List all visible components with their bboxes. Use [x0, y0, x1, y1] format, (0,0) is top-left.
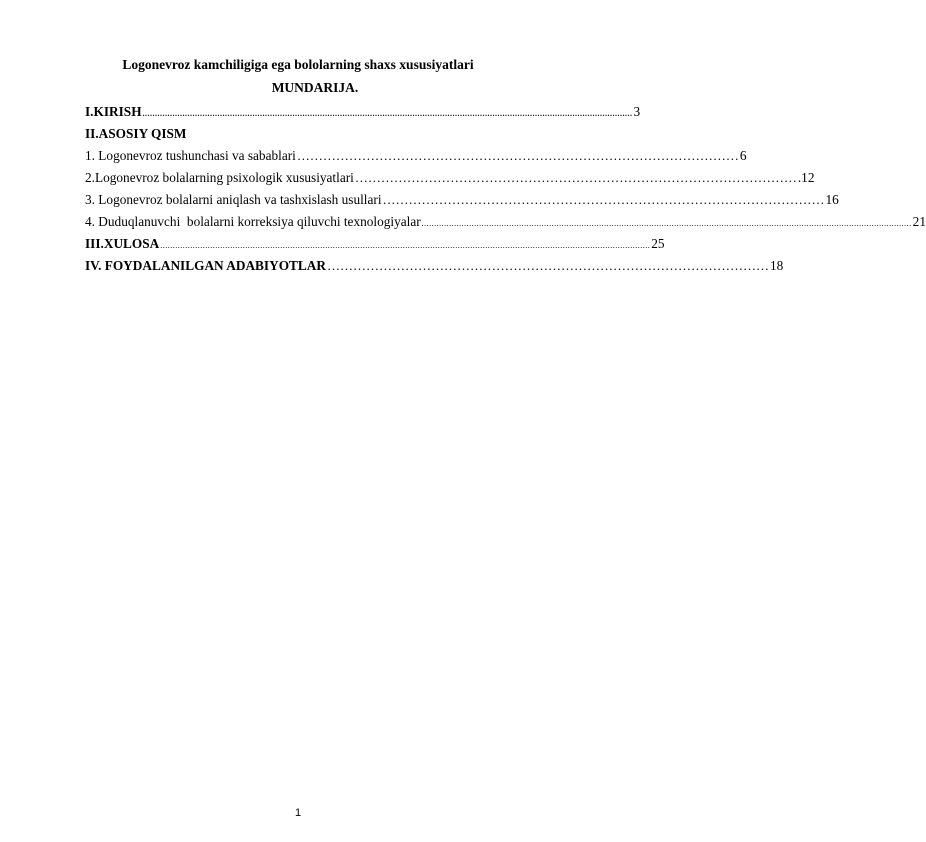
toc-entry-2[interactable]	[85, 170, 815, 192]
toc-entry-page: 25	[651, 236, 665, 251]
toc-entry-title: 1. Logonevroz tushunchasi va sabablari	[85, 148, 296, 163]
toc-entry-asosiy-qism[interactable]	[85, 126, 556, 148]
toc-entry-3[interactable]	[85, 192, 839, 214]
toc-entry-title: 4. Duduqlanuvchi bolalarni korreksiya qiluvchi texnologiyalar	[85, 214, 421, 229]
toc-entry-xulosa[interactable]	[85, 236, 665, 258]
toc-entry-page: 6	[739, 148, 747, 163]
toc-entry-adabiyotlar[interactable]	[85, 258, 784, 280]
toc-entry-page: .12	[797, 170, 815, 185]
toc-dot-leader: …………………………………………………………………………………………	[326, 258, 769, 273]
toc-entry-title: I.KIRISH	[85, 104, 142, 119]
toc-entry-1[interactable]	[85, 148, 747, 170]
toc-entry-title: III.XULOSA	[85, 236, 160, 251]
toc-entry-page: 18	[769, 258, 784, 273]
toc-entry-page: 3	[633, 104, 641, 119]
page-number: 1	[294, 807, 302, 819]
document-title: Logonevroz kamchiligiga ega bololarning shaxs xususiyatlari	[122, 57, 474, 72]
toc-dot-leader: ....................................................................................................................................................................................................	[160, 241, 651, 250]
toc-entry-title: 3. Logonevroz bolalarni aniqlash va tashxislash usullari	[85, 192, 382, 207]
toc-heading: MUNDARIJA.	[271, 80, 359, 95]
toc-entry-page: 21	[912, 214, 926, 229]
toc-entry-4[interactable]	[85, 214, 926, 236]
toc-dot-leader: ....................................................................................................................................................................................................	[421, 219, 912, 228]
toc-entry-kirish[interactable]	[85, 104, 641, 126]
toc-entry-title: II.ASOSIY QISM	[85, 126, 187, 141]
table-of-contents	[85, 104, 926, 280]
toc-entry-title: 2.Logonevroz bolalarning psixologik xususiyatlari	[85, 170, 354, 185]
toc-entry-page: 16	[825, 192, 839, 207]
toc-dot-leader: …………………………………………………………………………………………	[354, 170, 797, 185]
toc-dot-leader: ....................................................................................................................................................................................................	[142, 109, 633, 118]
toc-entry-title: IV. FOYDALANILGAN ADABIYOTLAR	[85, 258, 326, 273]
toc-dot-leader: …………………………………………………………………………………………	[382, 192, 825, 207]
toc-dot-leader: …………………………………………………………………………………………	[296, 148, 739, 163]
